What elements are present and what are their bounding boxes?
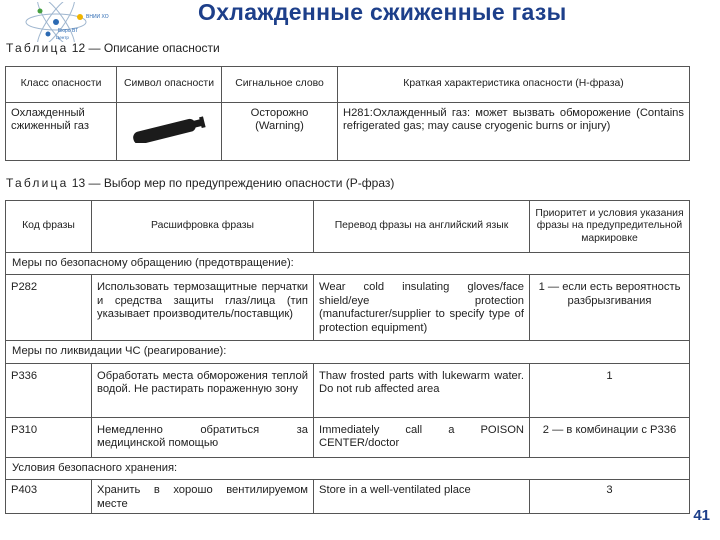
section-row: [6, 253, 690, 275]
table12-header-cell: Символ опасности: [117, 67, 222, 103]
table13-caption: [6, 176, 394, 190]
page-title: Охлажденные сжиженные газы: [198, 0, 567, 25]
phrase-en: Thaw frosted parts with lukewarm water. Do not rub affected area: [314, 363, 530, 417]
table12-header-row: [6, 67, 690, 103]
section-title: Меры по безопасному обращению (предотвращение):: [6, 253, 690, 275]
table13-caption-prefix: Таблица: [6, 176, 69, 190]
table13-header-cell: Приоритет и условия указания фразы на предупредительной маркировке: [530, 201, 690, 253]
phrase-en: Store in a well-ventilated place: [314, 480, 530, 514]
phrase-priority: 2 — в комбинации с Р336: [530, 417, 690, 457]
table12-caption-prefix: Таблица: [6, 41, 69, 55]
section-row: [6, 341, 690, 363]
phrase-en: Immediately call a POISON CENTER/doctor: [314, 417, 530, 457]
table12-caption-text: 12 — Описание опасности: [71, 41, 220, 55]
section-title: Меры по ликвидации ЧС (реагирование):: [6, 341, 690, 363]
table12-header-cell: Сигнальное слово: [222, 67, 338, 103]
table-row: [6, 363, 690, 417]
phrase-code: Р282: [6, 275, 92, 341]
page-number: 41: [693, 507, 710, 524]
precautionary-measures-table: [5, 200, 690, 514]
phrase-priority: 1 — если есть вероятность разбрызгивания: [530, 275, 690, 341]
table13-header-row: [6, 201, 690, 253]
table13-header-cell: Расшифровка фразы: [92, 201, 314, 253]
phrase-ru: Обработать места обморожения теплой водой. Не растирать пораженную зону: [92, 363, 314, 417]
table13-caption-text: 13 — Выбор мер по предупреждению опасности (Р-фраз): [71, 176, 395, 190]
table-row: [6, 275, 690, 341]
phrase-ru: Хранить в хорошо вентилируемом месте: [92, 480, 314, 514]
svg-text:Центр: Центр: [56, 35, 69, 40]
phrase-code: Р403: [6, 480, 92, 514]
table13-header-cell: Код фразы: [6, 201, 92, 253]
phrase-code: Р336: [6, 363, 92, 417]
svg-text:ВНИИ ХО: ВНИИ ХО: [86, 14, 109, 20]
table12-caption: [6, 41, 220, 55]
table-row: [6, 417, 690, 457]
table-row: [6, 480, 690, 514]
phrase-ru: Немедленно обратиться за медицинской помощью: [92, 417, 314, 457]
signal-word-cell: Осторожно (Warning): [222, 103, 338, 161]
gas-cylinder-icon: [126, 115, 212, 143]
hazard-class-cell: Охлажденный сжиженный газ: [6, 103, 117, 161]
h-phrase-cell: H281:Охлажденный газ: может вызвать обморожение (Contains refrigerated gas; may cause cryogenic burns or injury): [338, 103, 690, 161]
phrase-ru: Использовать термозащитные перчатки и средства защиты глаз/лица (тип указывает производитель/поставщик): [92, 275, 314, 341]
phrase-en: Wear cold insulating gloves/face shield/eye protection (manufacturer/supplier to specify type of protection equipment): [314, 275, 530, 341]
hazard-description-table: [5, 66, 690, 161]
logo-graphic: [18, 2, 118, 42]
phrase-priority: 1: [530, 363, 690, 417]
table12-header-cell: Краткая характеристика опасности (Н-фраза): [338, 67, 690, 103]
table13-header-cell: Перевод фразы на английский язык: [314, 201, 530, 253]
table12-row: [6, 103, 690, 161]
phrase-priority: 3: [530, 480, 690, 514]
table12-header-cell: Класс опасности: [6, 67, 117, 103]
phrase-code: Р310: [6, 417, 92, 457]
logo: [18, 2, 118, 42]
symbol-cell: [117, 103, 222, 161]
section-title: Условия безопасного хранения:: [6, 457, 690, 479]
svg-text:Бюро ВТ: Бюро ВТ: [58, 28, 79, 34]
section-row: [6, 457, 690, 479]
